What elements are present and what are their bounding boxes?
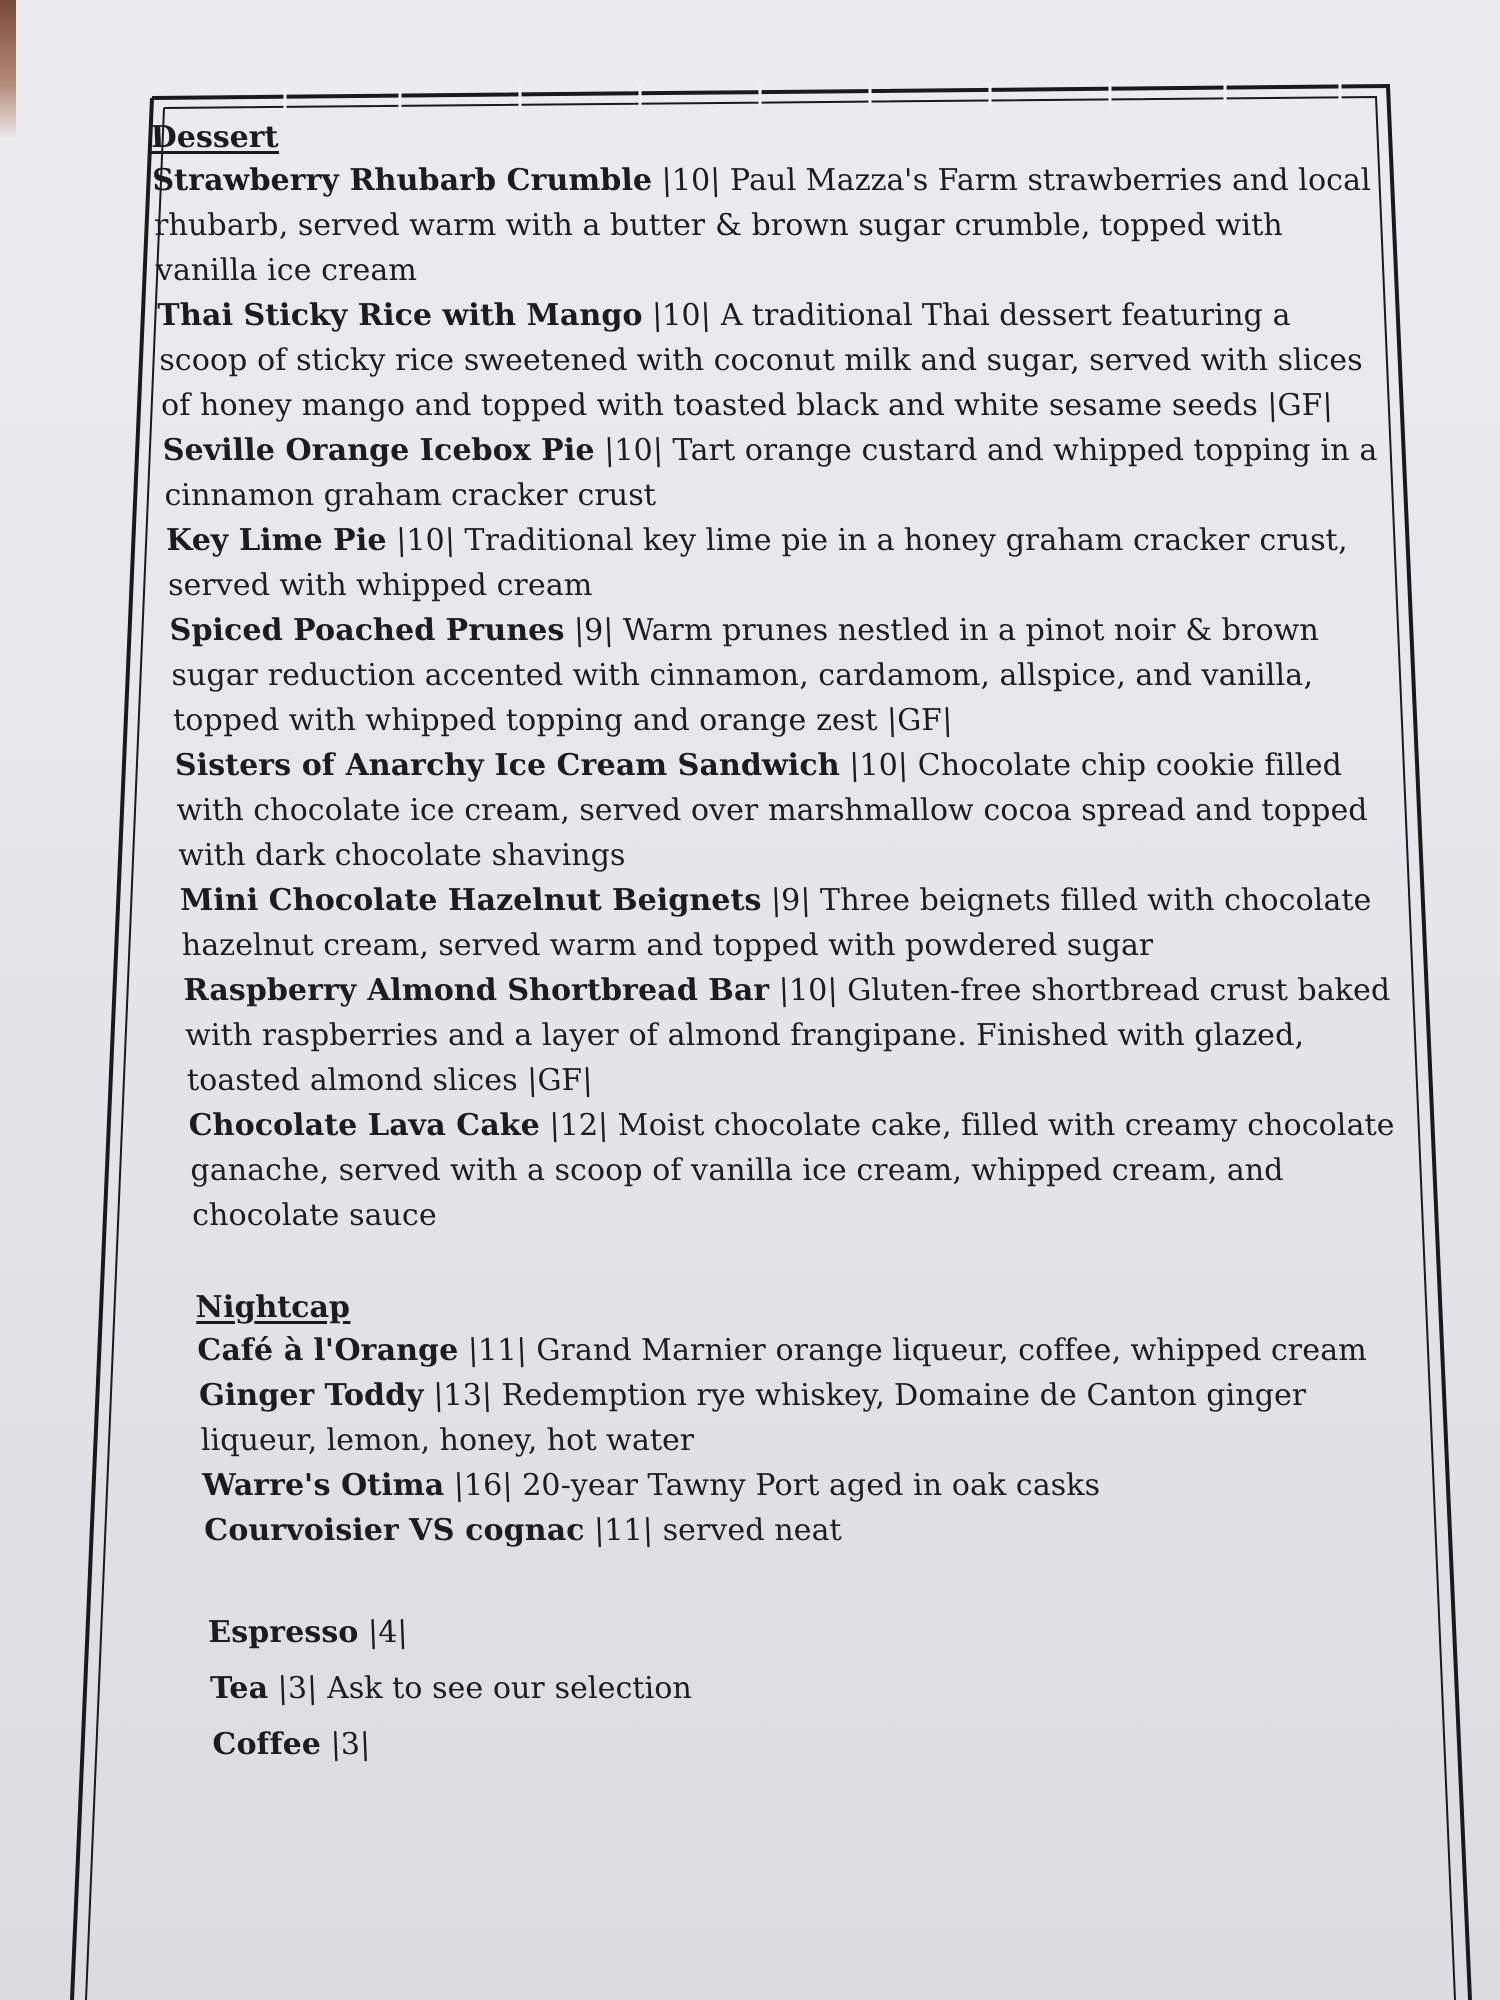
item-description: Paul Mazza's Farm strawberries and local rhubarb, served warm with a butter & brown sugar crumble, topped with vanilla ice cream [153, 163, 1372, 288]
menu-item [165, 518, 1398, 608]
item-price: |12| [548, 1108, 609, 1143]
item-tag: |GF| [526, 1063, 594, 1098]
item-name: Courvoisier VS cognac [203, 1513, 586, 1548]
outer-border-left [72, 98, 152, 2000]
menu-item [162, 428, 1395, 518]
item-name: Spiced Poached Prunes [169, 613, 566, 648]
item-name: Mini Chocolate Hazelnut Beignets [179, 883, 763, 918]
item-tag: |GF| [1266, 388, 1334, 423]
menu-item [211, 1717, 1443, 1773]
item-price: |16| [453, 1468, 514, 1503]
item-name: Café à l'Orange [196, 1333, 459, 1368]
menu-item [209, 1661, 1441, 1717]
nightcap-list [196, 1328, 1435, 1553]
item-name: Espresso [207, 1615, 360, 1650]
menu-item [202, 1463, 1434, 1508]
menu-item [183, 968, 1418, 1103]
menu-item [207, 1605, 1439, 1661]
item-name: Sisters of Anarchy Ice Cream Sandwich [174, 748, 841, 783]
item-price: |10| [603, 433, 664, 468]
menu-item [157, 293, 1392, 428]
item-price: |9| [770, 883, 812, 918]
item-price: |10| [848, 748, 909, 783]
item-description: 20-year Tawny Port aged in oak casks [521, 1468, 1101, 1503]
menu-item [198, 1373, 1431, 1463]
item-description: Warm prunes nestled in a pinot noir & brown sugar reduction accented with cinnamon, cardamom, allspice, and vanilla, topped with whipped topping and orange zest [170, 613, 1320, 738]
item-description: served neat [661, 1513, 843, 1548]
item-description: A traditional Thai dessert featuring a scoop of sticky rice sweetened with coconut milk and sugar, served with slices of honey mango and topped with toasted black and white sesame seeds [158, 298, 1364, 423]
menu-item [169, 608, 1404, 743]
item-description: Traditional key lime pie in a honey graham cracker crust, served with whipped cream [167, 523, 1349, 603]
item-price: |11| [593, 1513, 654, 1548]
item-price: |10| [395, 523, 456, 558]
item-name: Chocolate Lava Cake [188, 1108, 541, 1143]
section-spacer [193, 1238, 1425, 1288]
section-spacer [205, 1553, 1437, 1605]
item-name: Thai Sticky Rice with Mango [156, 298, 644, 333]
item-price: |3| [277, 1671, 318, 1706]
item-price: |10| [661, 163, 722, 198]
coffee-list [207, 1605, 1443, 1773]
inner-border-left [86, 108, 164, 2000]
item-name: Strawberry Rhubarb Crumble [151, 163, 653, 198]
item-price: |9| [573, 613, 615, 648]
item-name: Coffee [211, 1727, 322, 1762]
menu-content [150, 118, 1444, 1773]
item-description: Grand Marnier orange liqueur, coffee, whipped cream [535, 1333, 1368, 1368]
item-name: Raspberry Almond Shortbread Bar [182, 973, 770, 1008]
item-price: |13| [432, 1378, 493, 1413]
dessert-heading: Dessert [150, 120, 280, 155]
menu-item [203, 1508, 1435, 1553]
item-name: Ginger Toddy [198, 1378, 425, 1413]
item-name: Tea [209, 1671, 269, 1706]
item-tag: |GF| [886, 703, 954, 738]
item-price: |10| [651, 298, 712, 333]
item-name: Seville Orange Icebox Pie [162, 433, 596, 468]
menu-item [196, 1328, 1428, 1373]
menu-item [152, 158, 1387, 293]
item-price: |10| [778, 973, 839, 1008]
item-name: Key Lime Pie [165, 523, 388, 558]
item-description: Tart orange custard and whipped topping in a cinnamon graham cracker crust [163, 433, 1378, 513]
item-name: Warre's Otima [201, 1468, 445, 1503]
item-description: Moist chocolate cake, filled with creamy chocolate ganache, served with a scoop of vanilla ice cream, whipped cream, and chocolate sauce [189, 1108, 1396, 1233]
item-description: Gluten-free shortbread crust baked with raspberries and a layer of almond frangipane. Finished with glazed, toasted almond slices [184, 973, 1391, 1098]
menu-item [179, 878, 1412, 968]
item-description: Redemption rye whiskey, Domaine de Canton ginger liqueur, lemon, honey, hot water [200, 1378, 1308, 1458]
item-price: |4| [367, 1615, 409, 1650]
nightcap-heading: Nightcap [195, 1290, 351, 1325]
menu-item [174, 743, 1409, 878]
item-price: |11| [467, 1333, 528, 1368]
item-description: Ask to see our selection [326, 1671, 693, 1706]
menu-item [188, 1103, 1423, 1238]
item-price: |3| [329, 1727, 371, 1762]
item-description: Chocolate chip cookie filled with chocolate ice cream, served over marshmallow cocoa spread and topped with dark chocolate shavings [175, 748, 1369, 873]
dessert-list [152, 158, 1423, 1238]
item-description: Three beignets filled with chocolate hazelnut cream, served warm and topped with powdered sugar [181, 883, 1373, 963]
